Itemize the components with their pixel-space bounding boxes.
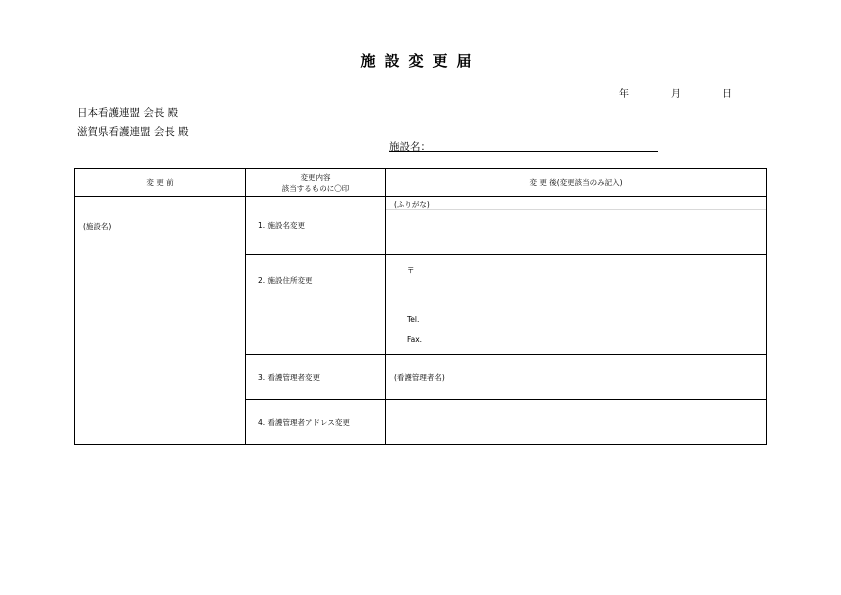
- furigana-row[interactable]: [386, 197, 766, 210]
- fax-label: Fax.: [407, 335, 423, 344]
- postal-mark: 〒: [407, 266, 415, 275]
- header-change-content: [246, 169, 386, 197]
- facility-name-label: 施設名：: [389, 141, 431, 153]
- date-year-label: 年: [619, 89, 629, 100]
- header-change-line1: 変更内容: [300, 172, 331, 182]
- after-cell-3[interactable]: [386, 355, 767, 400]
- change-item-3[interactable]: 3. 看護管理者変更: [246, 355, 386, 400]
- nursing-manager-name-label: (看護管理者名): [394, 372, 445, 382]
- tel-label: Tel.: [407, 315, 420, 324]
- header-row: [75, 169, 767, 197]
- change-item-2[interactable]: 2. 施設住所変更: [246, 255, 386, 355]
- date-day-label: 日: [722, 89, 732, 100]
- table-row: [75, 197, 767, 255]
- change-item-4[interactable]: 4. 看護管理者アドレス変更: [246, 400, 386, 445]
- header-before: 変 更 前: [75, 169, 246, 197]
- before-facility-name: (施設名): [83, 222, 112, 231]
- change-item-1[interactable]: 1. 施設名変更: [246, 197, 386, 255]
- furigana-label: (ふりがな): [394, 200, 430, 209]
- after-cell-1[interactable]: [386, 197, 767, 255]
- before-cell[interactable]: [75, 197, 246, 445]
- after-cell-4[interactable]: [386, 400, 767, 445]
- header-after: 変 更 後(変更該当のみ記入): [386, 169, 767, 197]
- addressee-1: 日本看護連盟 会長 殿: [77, 107, 179, 119]
- header-change-line2: 該当するものに〇印: [281, 183, 350, 193]
- change-form-table: [74, 168, 767, 445]
- after-cell-2[interactable]: [386, 255, 767, 355]
- document-title: 施設変更届: [360, 52, 481, 70]
- facility-name-line[interactable]: [389, 151, 658, 152]
- date-month-label: 月: [671, 89, 681, 100]
- addressee-2: 滋賀県看護連盟 会長 殿: [77, 126, 189, 138]
